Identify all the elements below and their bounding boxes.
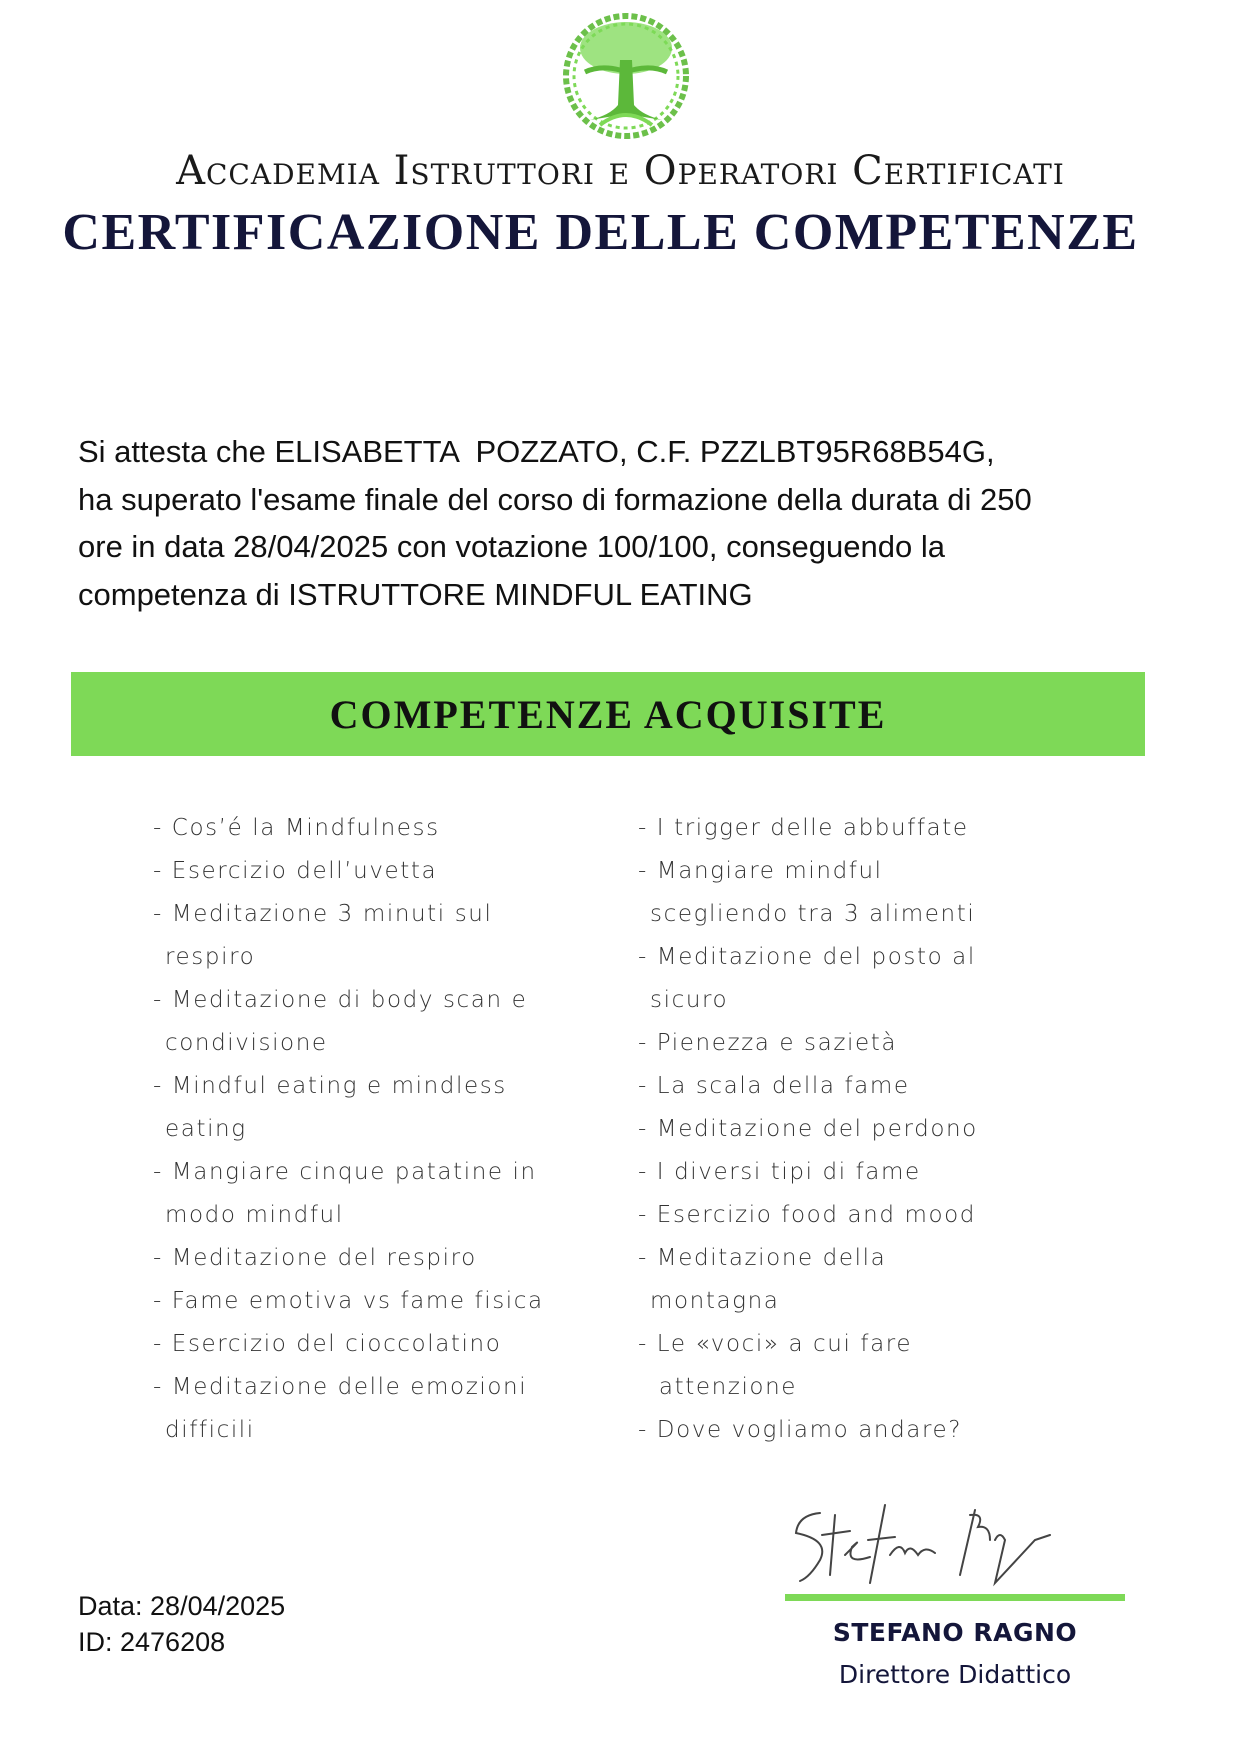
competenze-list-left [153, 807, 544, 1452]
competenza-item-continuation: montagna [650, 1288, 780, 1314]
competenza-item [638, 1409, 978, 1452]
competenza-item-continuation: attenzione [650, 1374, 798, 1400]
competenza-item [153, 1323, 544, 1366]
statement-line: ore in data 28/04/2025 con votazione 100/100, conseguendo la [78, 529, 945, 564]
tree-of-life-icon [560, 10, 692, 142]
competenza-item-text: - Meditazione del perdono [638, 1116, 978, 1142]
statement-line: competenza di ISTRUTTORE MINDFUL EATING [78, 576, 753, 612]
statement-line: ha superato l'esame finale del corso di formazione della durata di 250 [78, 481, 1032, 517]
competenza-item [638, 1323, 978, 1409]
competenza-item [153, 1366, 544, 1452]
competenza-item [638, 936, 978, 1022]
academy-name: Accademia Istruttori e Operatori Certificati [176, 148, 1065, 194]
statement-line: Si attesta che ELISABETTA POZZATO, C.F. PZZLBT95R68B54G, [78, 434, 995, 469]
competenza-item [153, 850, 544, 893]
competenza-item-continuation: modo mindful [165, 1202, 344, 1228]
competenza-item [638, 1194, 978, 1237]
competenza-item [153, 979, 544, 1065]
competenza-item-text: - Cos’é la Mindfulness [153, 815, 440, 841]
competenza-item-continuation: condivisione [165, 1030, 328, 1056]
competenza-item-text: - Meditazione del respiro [153, 1245, 477, 1271]
competenza-item [638, 1022, 978, 1065]
competenza-item-continuation: sicuro [650, 987, 729, 1013]
signer-name: STEFANO RAGNO [832, 1618, 1078, 1647]
competenza-item-text: - I trigger delle abbuffate [638, 815, 969, 841]
competenza-item [638, 1065, 978, 1108]
signer-role: Direttore Didattico [838, 1660, 1072, 1689]
competenza-item-continuation: respiro [165, 944, 256, 970]
competenza-item [153, 893, 544, 979]
competenza-item-text: - Meditazione del posto al [638, 944, 976, 970]
competenza-item [638, 807, 978, 850]
competenze-list-right [638, 807, 978, 1452]
competenza-item-text: - Pienezza e sazietà [638, 1030, 898, 1056]
competenza-item-continuation: eating [165, 1116, 247, 1142]
competenza-item-text: - Esercizio dell’uvetta [153, 858, 438, 884]
signature-line [785, 1594, 1125, 1601]
competenza-item [638, 1108, 978, 1151]
competenza-item-text: - Le «voci» a cui fare [638, 1331, 913, 1357]
competenza-item-text: - Meditazione 3 minuti sul [153, 901, 493, 927]
competenza-item-text: - Fame emotiva vs fame fisica [153, 1288, 544, 1314]
competenza-item-text: - I diversi tipi di fame [638, 1159, 921, 1185]
competenza-item [638, 850, 978, 936]
competenza-item-text: - Meditazione delle emozioni [153, 1374, 528, 1400]
signature [790, 1485, 1090, 1595]
competenza-item-text: - Dove vogliamo andare? [638, 1417, 963, 1443]
competenza-item [153, 1237, 544, 1280]
certificate-date: Data: 28/04/2025 [78, 1591, 286, 1621]
certificate-id: ID: 2476208 [78, 1627, 226, 1657]
competenza-item [153, 807, 544, 850]
competenza-item [153, 1151, 544, 1237]
competenza-item-text: - La scala della fame [638, 1073, 910, 1099]
competenza-item [153, 1065, 544, 1151]
competenze-title: COMPETENZE ACQUISITE [329, 691, 887, 737]
certificate-meta [78, 1588, 285, 1660]
competenza-item-text: - Meditazione della [638, 1245, 887, 1271]
competenze-banner [71, 672, 1145, 756]
competenza-item [638, 1151, 978, 1194]
competenza-item-text: - Esercizio del cioccolatino [153, 1331, 502, 1357]
competenza-item-text: - Mangiare mindful [638, 858, 883, 884]
certificate-title: CERTIFICAZIONE DELLE COMPETENZE [62, 204, 1139, 261]
competenza-item-text: - Mindful eating e mindless [153, 1073, 507, 1099]
attestation-statement [78, 428, 1032, 618]
competenza-item [153, 1280, 544, 1323]
competenza-item-text: - Esercizio food and mood [638, 1202, 976, 1228]
competenza-item-text: - Mangiare cinque patatine in [153, 1159, 537, 1185]
competenza-item-continuation: scegliendo tra 3 alimenti [650, 901, 976, 927]
competenza-item-text: - Meditazione di body scan e [153, 987, 528, 1013]
competenza-item-continuation: difficili [165, 1417, 255, 1443]
competenza-item [638, 1237, 978, 1323]
